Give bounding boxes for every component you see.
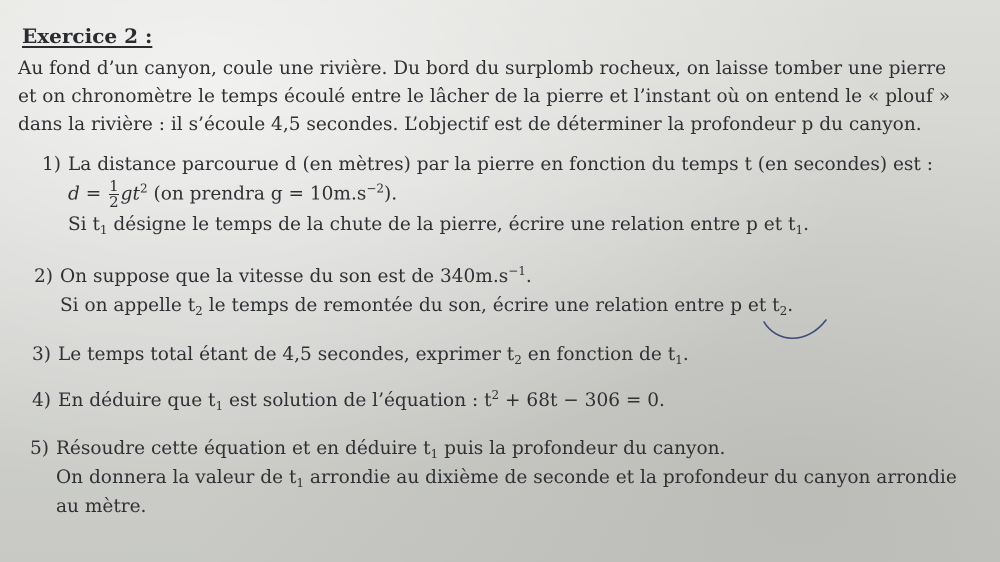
intro-line: Au fond d’un canyon, coule une rivière. Du bord du surplomb rocheux, on laisse tomber une pierre xyxy=(18,58,947,79)
question-5: 5) Résoudre cette équation et en déduire $t_1$ puis la profondeur du canyon. On donnera la valeur de $t_1$ arrondie au dixième de seconde et la profondeur du canyon arrondie au mètre. xyxy=(30,434,957,521)
question-number: 4) xyxy=(32,390,51,411)
intro-line: et on chronomètre le temps écoulé entre le lâcher de la pierre et l’instant où on entend le « plouf » xyxy=(18,86,951,107)
question-number: 3) xyxy=(32,344,51,365)
fraction: $\frac{1}{2}$ xyxy=(109,177,119,211)
question-3: 3) Le temps total étant de 4,5 secondes, exprimer $t_2$ en fonction de $t_1$. xyxy=(32,340,689,369)
question-4: 4) En déduire que $t_1$ est solution de l’équation : $t^2 + 68t - 306 = 0$. xyxy=(32,388,665,413)
question-number: 1) xyxy=(42,154,61,175)
question-text: au mètre. xyxy=(56,496,147,517)
question-1 xyxy=(42,150,933,239)
question-text: On donnera la valeur de $t_1$ arrondie au dixième de seconde et la profondeur du canyon arrondie xyxy=(56,467,957,490)
question-text: Si on appelle $t_2$ le temps de remontée du son, écrire une relation entre p et $t_2$. xyxy=(60,295,794,318)
question-2: 2) On suppose que la vitesse du son est de $340m.s^{-1}$. Si on appelle $t_2$ le temps de remontée du son, écrire une relation entre p et $t_2$. xyxy=(34,264,794,318)
formula-line: d = $\frac{1}{2}$ $gt^2$ (on prendra $g = 10m.s^{-2}$). xyxy=(68,177,398,211)
question-text: Si $t_1$ désigne le temps de la chute de la pierre, écrire une relation entre p et $t_1$. xyxy=(68,214,810,237)
question-number: 2) xyxy=(34,266,53,287)
exercise-title: Exercice 2 : xyxy=(22,24,153,48)
question-text: La distance parcourue d (en mètres) par la pierre en fonction du temps t (en secondes) est : xyxy=(68,154,933,175)
intro-line: dans la rivière : il s’écoule 4,5 secondes. L’objectif est de déterminer la profondeur p du canyon. xyxy=(18,114,922,135)
pen-stroke-mark xyxy=(762,312,832,348)
question-number: 5) xyxy=(30,438,49,459)
exercise-intro xyxy=(18,55,988,139)
